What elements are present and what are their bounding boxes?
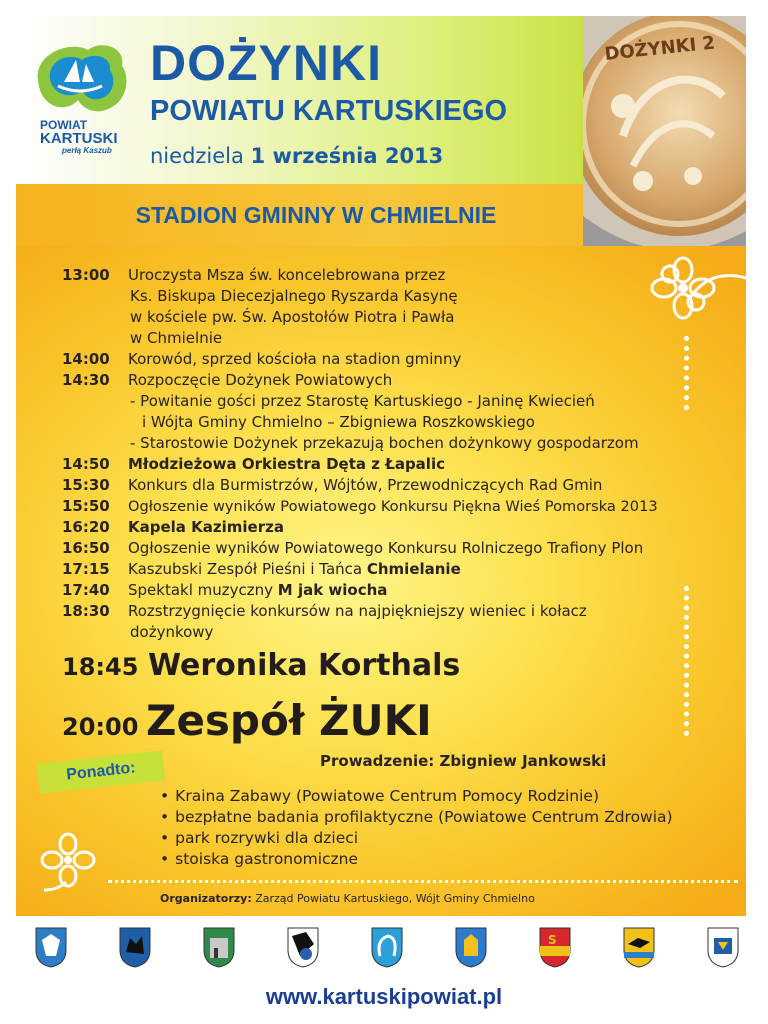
crest-1-icon xyxy=(34,926,68,968)
list-item: • stoiska gastronomiczne xyxy=(160,849,673,870)
schedule-desc: Konkurs dla Burmistrzów, Wójtów, Przewodniczących Rad Gmin xyxy=(128,476,603,494)
kartuski-logo-icon xyxy=(30,42,130,116)
crest-9-icon xyxy=(706,926,740,968)
poster-subtitle: POWIATU KARTUSKIEGO xyxy=(150,95,508,127)
schedule-desc: Ogłoszenie wyników Powiatowego Konkursu Rolniczego Trafiony Plon xyxy=(128,539,644,557)
schedule-desc-bold: Chmielanie xyxy=(366,560,461,578)
schedule-row xyxy=(62,601,732,622)
schedule-desc: Ogłoszenie wyników Powiatowego Konkursu Piękna Wieś Pomorska 2013 xyxy=(128,498,658,515)
poster-title: DOŻYNKI xyxy=(150,35,382,91)
list-item: • Kraina Zabawy (Powiatowe Centrum Pomocy Rodzinie) xyxy=(160,786,673,807)
logo-text xyxy=(40,118,118,156)
headline-name: Weronika Korthals xyxy=(147,648,461,683)
schedule-desc-line: Uroczysta Msza św. koncelebrowana przez xyxy=(128,266,446,284)
crests-row xyxy=(30,926,740,974)
event-date xyxy=(150,142,443,170)
flower-decoration-2-icon xyxy=(40,832,96,892)
schedule-desc xyxy=(128,517,732,538)
headline-time: 20:00 xyxy=(62,713,139,741)
headline-time: 18:45 xyxy=(62,653,139,681)
schedule-row xyxy=(62,517,732,538)
extras-list xyxy=(160,786,673,870)
schedule-desc: Rozpoczęcie Dożynek Powiatowych xyxy=(128,371,393,389)
organizers xyxy=(160,892,535,905)
schedule-time: 15:30 xyxy=(62,476,110,494)
schedule-row xyxy=(62,370,732,391)
host-line: Prowadzenie: Zbigniew Jankowski xyxy=(320,752,607,770)
schedule-time: 16:20 xyxy=(62,518,110,536)
schedule-desc-bold: Młodzieżowa Orkiestra Dęta z Łapalic xyxy=(128,455,445,473)
schedule-time: 14:00 xyxy=(62,350,110,368)
schedule-row xyxy=(62,559,732,580)
schedule-desc-line: w Chmielnie xyxy=(130,329,223,347)
schedule-time: 14:50 xyxy=(62,455,110,473)
schedule-desc: Korowód, sprzed kościoła na stadion gminny xyxy=(128,350,462,368)
schedule-row xyxy=(62,454,732,475)
schedule xyxy=(62,265,732,643)
schedule-time: 13:00 xyxy=(62,266,110,284)
crest-5-icon xyxy=(370,926,404,968)
list-item: • bezpłatne badania profilaktyczne (Powiatowe Centrum Zdrowia) xyxy=(160,807,673,828)
schedule-row xyxy=(62,538,732,559)
website-link[interactable]: www.kartuskipowiat.pl xyxy=(265,984,503,1009)
crest-4-icon xyxy=(286,926,320,968)
schedule-desc xyxy=(128,454,732,475)
schedule-desc-part: Kaszubski Zespół Pieśni i Tańca xyxy=(128,560,367,578)
schedule-desc-bold: Kapela Kazimierza xyxy=(128,518,284,536)
schedule-time: 17:15 xyxy=(62,560,110,578)
logo-line-3: perłą Kaszub xyxy=(62,146,112,155)
venue-name: STADION GMINNY W CHMIELNIE xyxy=(135,202,497,228)
schedule-desc xyxy=(128,559,732,580)
schedule-desc-line: Ks. Biskupa Diecezjalnego Ryszarda Kasynę xyxy=(130,287,458,305)
ponadto-label: Ponadto: xyxy=(37,750,165,793)
schedule-time: 15:50 xyxy=(62,497,110,515)
crest-7-icon xyxy=(538,926,572,968)
logo-line-2: KARTUSKI xyxy=(40,130,118,147)
organizers-label: Organizatorzy: xyxy=(160,892,252,905)
schedule-row xyxy=(62,580,732,601)
schedule-time: 16:50 xyxy=(62,539,110,557)
crest-8-icon xyxy=(622,926,656,968)
schedule-row xyxy=(62,496,732,517)
crest-6-icon xyxy=(454,926,488,968)
schedule-time: 14:30 xyxy=(62,371,110,389)
organizers-text: Zarząd Powiatu Kartuskiego, Wójt Gminy Chmielno xyxy=(251,892,535,905)
svg-text:S: S xyxy=(548,933,557,947)
schedule-desc-line: - Starostowie Dożynek przekazują bochen dożynkowy gospodarzom xyxy=(130,434,639,452)
headline-name: Zespół ŻUKI xyxy=(145,696,432,745)
harvest-bread-photo-icon xyxy=(583,16,746,252)
schedule-time: 17:40 xyxy=(62,581,110,599)
schedule-desc: Rozstrzygnięcie konkursów na najpiękniejszy wieniec i kołacz xyxy=(128,602,587,620)
schedule-desc-bold: M jak wiocha xyxy=(277,581,388,599)
crest-3-chmielno-icon xyxy=(202,926,236,968)
schedule-desc-line: dożynkowy xyxy=(130,623,214,641)
schedule-row xyxy=(62,475,732,496)
event-day: niedziela xyxy=(150,144,244,168)
schedule-desc-line: w kościele pw. Św. Apostołów Piotra i Pawła xyxy=(130,308,455,326)
schedule-row xyxy=(62,265,732,286)
event-date-value: 1 września 2013 xyxy=(250,144,444,168)
schedule-row xyxy=(62,349,732,370)
crest-2-icon xyxy=(118,926,152,968)
schedule-desc-part: Spektakl muzyczny xyxy=(128,581,278,599)
list-item: • park rozrywki dla dzieci xyxy=(160,828,673,849)
logo-line-1: POWIAT xyxy=(40,118,88,132)
dotted-divider xyxy=(108,880,738,883)
schedule-desc-line: - Powitanie gości przez Starostę Kartuskiego - Janinę Kwiecień xyxy=(130,392,595,410)
headline-act-2 xyxy=(62,696,432,745)
headline-act-1 xyxy=(62,648,460,683)
schedule-desc xyxy=(128,265,732,286)
schedule-desc-line: i Wójta Gminy Chmielno – Zbigniewa Roszkowskiego xyxy=(142,413,535,431)
bread-inscription-text: DOŻYNKI 2 xyxy=(603,32,716,65)
schedule-desc xyxy=(128,580,732,601)
schedule-time: 18:30 xyxy=(62,602,110,620)
